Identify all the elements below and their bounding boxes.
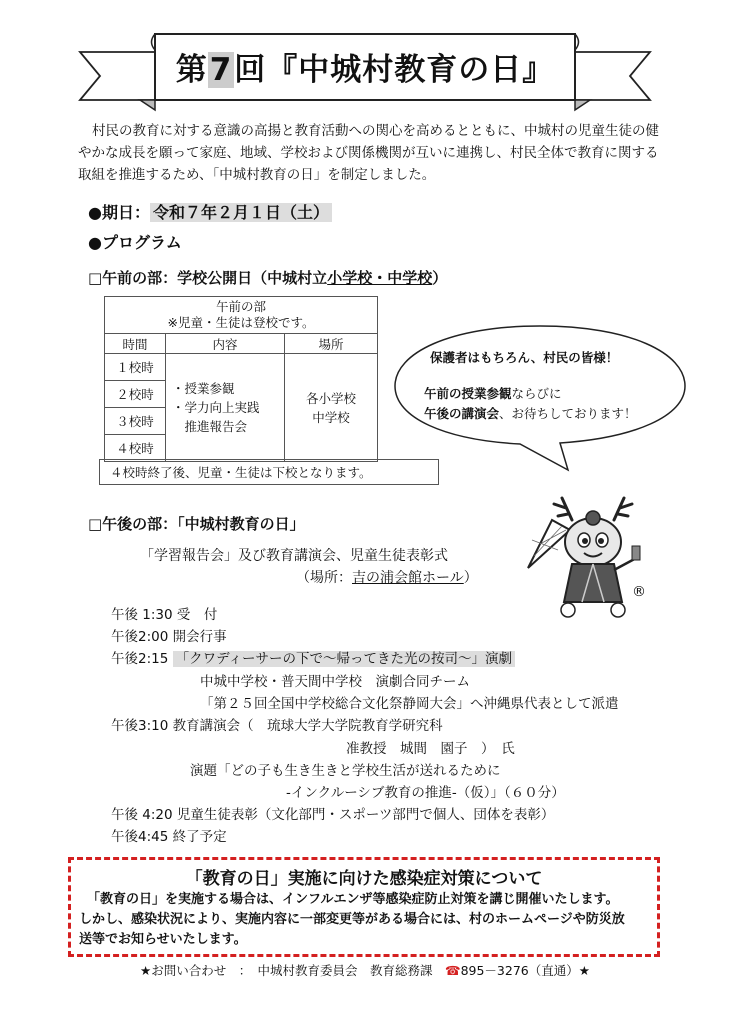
mascot-illustration bbox=[522, 490, 662, 620]
table-cell-period: ４校時 bbox=[105, 435, 166, 462]
intro-paragraph: 村民の教育に対する意識の高揚と教育活動への関心を高めるとともに、中城村の児童生徒の健やかな成長を願って家庭、地域、学校および関係機関が互いに連携し、村民全体で教育に関する取組を推進するため、「中城村教育の日」を制定しました。 bbox=[78, 123, 659, 183]
phone-icon: ☎ bbox=[445, 963, 461, 978]
table-header-time: 時間 bbox=[105, 334, 166, 354]
schedule-item-lecture: 午後3:10 教育講演会（ 琉球大学大学院教育学研究科 bbox=[111, 718, 443, 734]
contact-footer: ★お問い合わせ ： 中城村教育委員会 教育総務課 ☎895－3276（直通）★ bbox=[140, 963, 590, 978]
schedule-item-3: 午後2:15 「クワディーサーの下で～帰ってきた光の按司～」演劇 bbox=[111, 647, 515, 667]
table-header-content: 内容 bbox=[166, 334, 285, 354]
registered-mark: ® bbox=[632, 584, 646, 600]
contact-phone: 895－3276（直通）★ bbox=[460, 963, 590, 978]
bubble-line-2: 午前の授業参観ならびに bbox=[424, 386, 562, 401]
table-cell-content: ・授業参観 ・学力向上実践 推進報告会 bbox=[166, 354, 285, 462]
table-cell-period: ２校時 bbox=[105, 381, 166, 408]
lecture-speaker: 准教授 城間 園子 ） 氏 bbox=[346, 741, 515, 757]
morning-heading: □午前の部：学校公開日（中城村立小学校・中学校） bbox=[88, 269, 448, 287]
afternoon-subtitle: 「学習報告会」及び教育講演会、児童生徒表彰式 bbox=[140, 548, 448, 564]
morning-schedule-table bbox=[104, 296, 378, 462]
schedule-item-award: 午後 4:20 児童生徒表彰（文化部門・スポーツ部門で個人、団体を表彰） bbox=[111, 807, 555, 823]
schedule-item-2: 午後2:00 開会行事 bbox=[111, 629, 227, 645]
table-cell-period: １校時 bbox=[105, 354, 166, 381]
infection-notice-box bbox=[68, 857, 660, 957]
dismissal-note: ４校時終了後、児童・生徒は下校となります。 bbox=[99, 459, 439, 485]
notice-line-1: 「教育の日」を実施する場合は、インフルエンザ等感染症防止対策を講じ開催いたします。 bbox=[87, 892, 619, 907]
notice-line-3: 送等でお知らせいたします。 bbox=[79, 932, 247, 947]
bubble-line-3: 午後の講演会、お待ちしております！ bbox=[424, 406, 637, 421]
table-note: 午前の部 ※児童・生徒は登校です。 bbox=[105, 297, 378, 334]
drama-note: 「第２５回全国中学校総合文化祭静岡大会」へ沖縄県代表として派遣 bbox=[200, 696, 619, 712]
schedule-item-1: 午後 1:30 受 付 bbox=[111, 607, 218, 623]
notice-line-2: しかし、感染状況により、実施内容に一部変更等がある場合には、村のホームページや防災放 bbox=[79, 912, 625, 927]
lecture-theme-2: -インクルーシブ教育の推進-（仮）」（６０分） bbox=[286, 785, 565, 801]
bubble-line-1: 保護者はもちろん、村民の皆様！ bbox=[430, 350, 619, 365]
notice-title: 「教育の日」実施に向けた感染症対策について bbox=[185, 869, 543, 889]
table-cell-place: 各小学校 中学校 bbox=[285, 354, 378, 462]
lecture-theme-1: 演題「どの子も生き生きと学校生活が送れるために bbox=[190, 763, 501, 779]
afternoon-venue: （場所：吉の浦会館ホール） bbox=[296, 570, 478, 586]
program-label: ●プログラム bbox=[88, 233, 182, 252]
table-cell-period: ３校時 bbox=[105, 408, 166, 435]
drama-team: 中城中学校・普天間中学校 演劇合同チーム bbox=[200, 674, 470, 690]
event-date-value: 令和７年２月１日（土） bbox=[150, 203, 332, 222]
event-date: ●期日： 令和７年２月１日（土） bbox=[88, 200, 332, 223]
title-number: 7 bbox=[209, 52, 233, 88]
table-header-place: 場所 bbox=[285, 334, 378, 354]
page-title: 第7回『中城村教育の日』 bbox=[175, 52, 555, 88]
afternoon-heading: □午後の部：「中城村教育の日」 bbox=[88, 515, 305, 533]
schedule-item-end: 午後4:45 終了予定 bbox=[111, 829, 227, 845]
